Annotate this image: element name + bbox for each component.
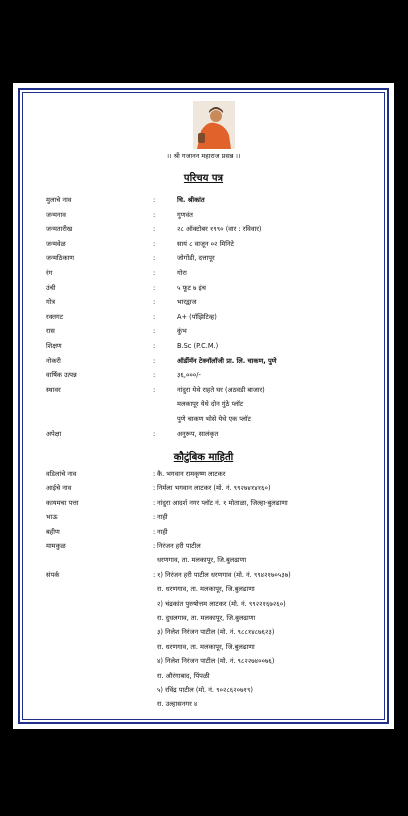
family-row xyxy=(46,569,376,581)
field-value: सायं ८ वाजून ०२ मिनिटे xyxy=(177,239,234,248)
field-label: वडिलांचे नाव xyxy=(46,470,77,478)
family-row xyxy=(46,598,376,610)
field-value: ऑर्डीमॅन टेक्नॉलॉजी प्रा. लि. चाकण, पुणे xyxy=(177,356,277,365)
info-row xyxy=(46,282,376,294)
field-label: स्थावर xyxy=(46,385,61,394)
field-value: ३६,०००/- xyxy=(177,371,201,380)
field-value: भारद्वाज xyxy=(177,298,197,307)
field-value: अनुरूप, सालंकृत xyxy=(177,429,219,438)
family-row xyxy=(46,583,376,595)
info-row xyxy=(46,325,376,337)
family-row xyxy=(46,612,376,624)
blessing-text: ।। श्री गजानन महाराज प्रसन्न ।। xyxy=(166,152,241,160)
field-value: मलकापूर येथे दोन गुंठे प्लॉट xyxy=(177,400,244,409)
field-value: २) चंद्रकांत पुरुषोत्तम लाटकर (मो. नं. ९९२२१६७२६०) xyxy=(157,599,286,608)
field-value: धरणगाव, ता. मलकापूर, जि.बुलढाणा xyxy=(157,556,247,565)
colon-separator: : xyxy=(153,239,156,248)
colon-separator: : xyxy=(153,484,156,493)
colon-separator: : xyxy=(153,283,156,292)
info-row xyxy=(46,369,376,381)
info-row xyxy=(46,194,376,206)
colon-separator: : xyxy=(153,269,156,277)
info-row xyxy=(46,209,376,221)
family-row xyxy=(46,626,376,638)
family-row xyxy=(46,497,376,509)
field-value: A+ (पॉझिटिव्ह) xyxy=(177,312,217,321)
field-label: वार्षिक उत्पन्न xyxy=(46,371,77,380)
field-label: उंची xyxy=(46,283,56,292)
field-value: रा. उल्हासनगर ४ xyxy=(157,700,198,709)
family-row xyxy=(46,526,376,538)
colon-separator: : xyxy=(153,342,156,350)
field-value: पुणे चाकण भोसे येथे एक प्लॉट xyxy=(177,415,251,423)
field-value: नाही xyxy=(157,513,168,522)
field-label: संपर्क xyxy=(46,570,60,579)
field-label: आईचे नाव xyxy=(46,484,72,493)
info-row xyxy=(46,252,376,264)
field-value: गोरा xyxy=(177,269,187,277)
field-value: निर्मला भगवान लाटकर (मो. नं. ९९२७४१४१६०) xyxy=(157,484,271,493)
field-value: रा. औरंगाबाद, पिंपळी xyxy=(157,671,210,680)
info-row xyxy=(46,267,376,279)
info-row xyxy=(46,398,376,410)
info-row xyxy=(46,223,376,235)
section-title-family: कौटुंबिक माहिती xyxy=(173,452,234,463)
info-row xyxy=(46,428,376,440)
field-label: जन्मवेळ xyxy=(46,239,66,248)
field-label: जन्मतारीख xyxy=(46,225,73,234)
colon-separator: : xyxy=(153,542,156,550)
biodata-sheet xyxy=(13,83,394,729)
field-label: शिक्षण xyxy=(46,342,62,350)
colon-separator: : xyxy=(153,327,156,336)
field-value: रा. धरणगाव, ता. मलकापूर, जि.बुलढाणा xyxy=(157,585,255,594)
family-row xyxy=(46,698,376,710)
family-row xyxy=(46,684,376,696)
colon-separator: : xyxy=(153,298,156,307)
field-label: अपेक्षा xyxy=(46,429,62,438)
field-label: रंग xyxy=(46,269,53,277)
field-value: नांदुरा आदर्श नगर प्लॉट नं. १ मोताळा, जिल्हा-बुलढाणा xyxy=(157,498,288,507)
field-value: रा. धरणगाव, ता. मलकापूर, जि.बुलढाणा xyxy=(157,642,255,651)
info-row xyxy=(46,296,376,308)
colon-separator: : xyxy=(153,196,156,204)
field-label: रक्तगट xyxy=(46,312,64,321)
info-row xyxy=(46,413,376,425)
field-label: रास xyxy=(46,327,55,336)
colon-separator: : xyxy=(153,498,156,507)
colon-separator: : xyxy=(153,210,156,219)
field-value: B.Sc (P.C.M.) xyxy=(177,342,219,350)
section-title-introduction: परिचय पत्र xyxy=(183,173,224,184)
family-row xyxy=(46,511,376,523)
field-value: निरंजन हरी पाटील xyxy=(157,542,201,550)
info-row xyxy=(46,355,376,367)
family-row xyxy=(46,540,376,552)
colon-separator: : xyxy=(153,356,156,365)
field-value: ४) निलेश निरंजन पाटील (मो. नं. ९८२२७४००७६) xyxy=(157,657,275,666)
field-value: नांदुरा येथे राहते घर (अठवडी बाजार) xyxy=(177,385,265,394)
colon-separator: : xyxy=(153,312,156,321)
colon-separator: : xyxy=(153,470,156,478)
colon-separator: : xyxy=(153,429,156,438)
family-row xyxy=(46,554,376,566)
field-label: जन्मठिकाण xyxy=(46,254,75,263)
family-row xyxy=(46,670,376,682)
family-row xyxy=(46,482,376,494)
info-row xyxy=(46,311,376,323)
colon-separator: : xyxy=(153,527,156,536)
saint-portrait-image xyxy=(193,101,235,149)
field-value: गुणवंत xyxy=(177,210,193,219)
field-value: कुंभ xyxy=(177,327,187,336)
colon-separator: : xyxy=(153,385,156,394)
colon-separator: : xyxy=(153,371,156,380)
field-value: जोगोंडी, दत्तापूर xyxy=(177,254,215,263)
field-label: मुलाचे नाव xyxy=(46,196,72,204)
field-value: २८ ऑक्टोबर १९९० (वार : रविवार) xyxy=(177,225,262,234)
field-label: नोकरी xyxy=(46,356,61,365)
info-row xyxy=(46,384,376,396)
family-row xyxy=(46,641,376,653)
field-label: भाऊ xyxy=(46,513,58,522)
field-label: कायमचा पत्ता xyxy=(46,498,79,507)
field-value: ३) निलेश निरंजन पाटील (मो. नं. ९८८१४८७६२३) xyxy=(157,628,275,637)
colon-separator: : xyxy=(153,225,156,234)
colon-separator: : xyxy=(153,254,156,263)
field-value: नाही xyxy=(157,527,168,536)
field-value: ५) रविंद्र पाटील (मो. नं. ९०२८६२०७१९) xyxy=(157,686,253,694)
field-value: रा. दुधलगाव, ता. मलकापूर, जि.बुलढाणा xyxy=(157,614,256,622)
field-value: कै. भगवान रामकृष्ण लाटकर xyxy=(157,470,226,478)
colon-separator: : xyxy=(153,570,156,579)
saint-portrait-icon xyxy=(193,101,235,149)
field-label: गोत्र xyxy=(46,298,56,307)
field-label: जन्मनाव xyxy=(46,210,66,219)
info-row xyxy=(46,340,376,352)
colon-separator: : xyxy=(153,513,156,522)
family-row xyxy=(46,655,376,667)
field-value: चि. श्रीकांत xyxy=(177,196,205,204)
field-label: मामकुळ xyxy=(46,542,66,550)
field-value: ५ फूट ७ इंच xyxy=(177,283,206,292)
family-row xyxy=(46,468,376,480)
field-label: बहीण xyxy=(46,527,60,536)
info-row xyxy=(46,238,376,250)
field-value: १) निरंजन हरी पाटील धरणगाव (मो. नं. ९९४२१७०५३७) xyxy=(157,570,291,579)
